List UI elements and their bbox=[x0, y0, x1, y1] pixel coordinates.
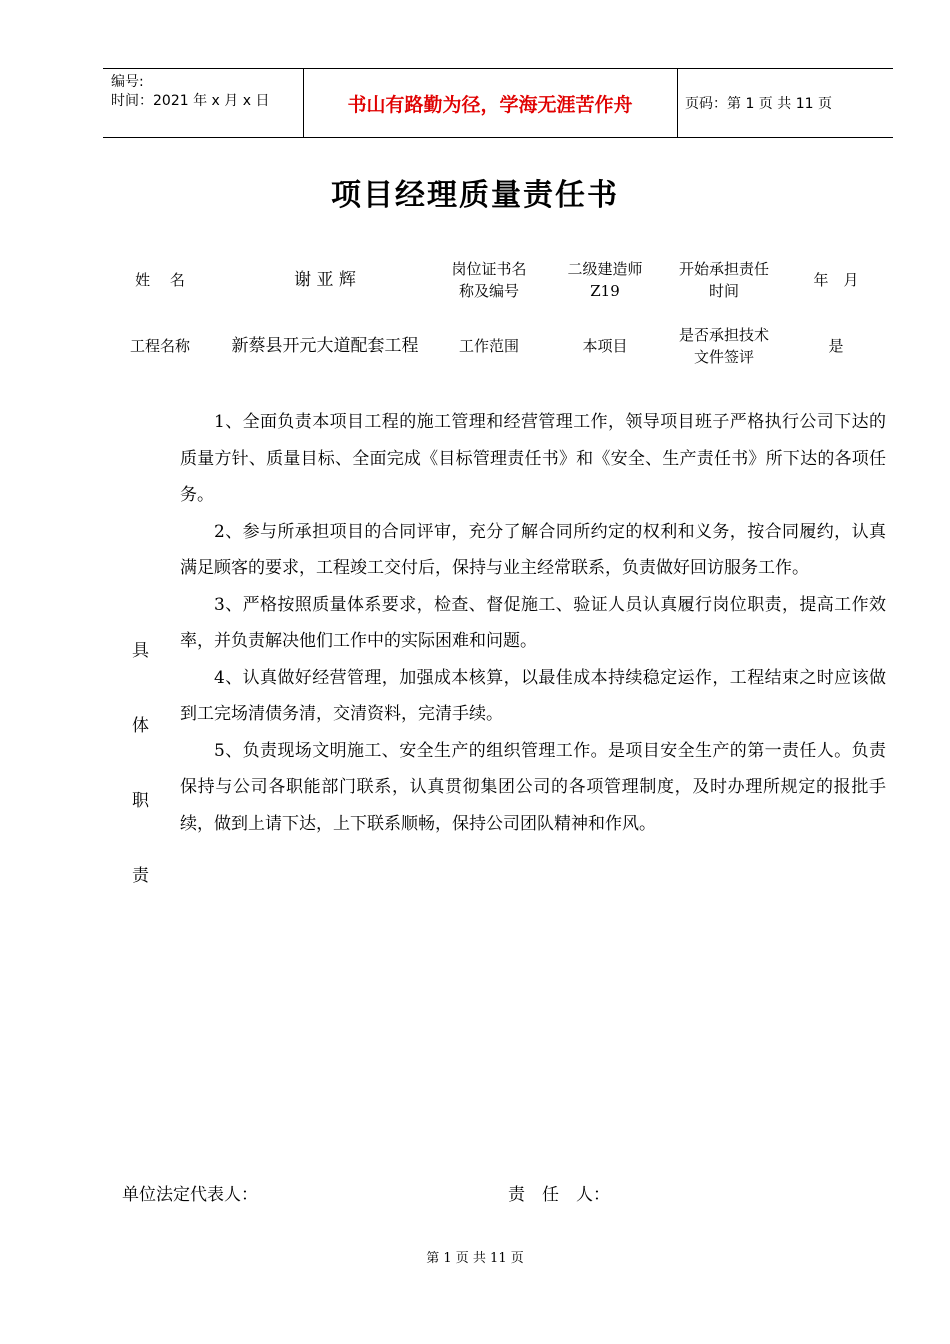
side-label-char: 体 bbox=[132, 716, 149, 736]
duties-body bbox=[180, 404, 886, 842]
name-value: 谢 亚 辉 bbox=[294, 270, 356, 290]
side-label-char: 责 bbox=[132, 866, 149, 886]
project-value: 新蔡县开元大道配套工程 bbox=[231, 336, 419, 356]
header-slogan: 书山有路勤为径，学海无涯苦作舟 bbox=[347, 93, 633, 116]
review-label: 是否承担技术文件签评 bbox=[678, 326, 769, 366]
header-divider bbox=[677, 69, 678, 137]
duty-paragraph: 2、参与所承担项目的合同评审，充分了解合同所约定的权利和义务，按合同履约，认真满足顾客的要求，工程竣工交付后，保持与业主经常联系，负责做好回访服务工作。 bbox=[180, 521, 886, 578]
scope-value: 本项目 bbox=[582, 337, 628, 355]
cert-value: 二级建造师Z19 bbox=[567, 260, 643, 300]
scope-label: 工作范围 bbox=[458, 337, 519, 355]
duty-paragraph: 5、负责现场文明施工、安全生产的组织管理工作。是项目安全生产的第一责任人。负责保持与公司各职能部门联系，认真贯彻集团公司的各项管理制度，及时办理所规定的报批手续，做到上请下达，上下联系顺畅，保持公司团队精神和作风。 bbox=[180, 740, 886, 834]
review-value: 是 bbox=[828, 337, 844, 355]
page-title: 项目经理质量责任书 bbox=[331, 178, 619, 213]
legal-rep-signature: 单位法定代表人： bbox=[122, 1185, 258, 1205]
start-label: 开始承担责任时间 bbox=[678, 260, 769, 300]
project-label: 工程名称 bbox=[129, 337, 190, 355]
time-label: 时间：2021 年 x 月 x 日 bbox=[111, 93, 270, 109]
header-meta bbox=[111, 73, 301, 111]
side-label-char: 具 bbox=[132, 641, 149, 661]
page-header bbox=[103, 68, 893, 138]
duty-paragraph: 3、严格按照质量体系要求，检查、督促施工、验证人员认真履行岗位职责，提高工作效率，并负责解决他们工作中的实际困难和问题。 bbox=[180, 594, 886, 651]
responsible-signature: 责 任 人： bbox=[508, 1185, 610, 1205]
duty-paragraph: 1、全面负责本项目工程的施工管理和经营管理工作，领导项目班子严格执行公司下达的质量方针、质量目标、全面完成《目标管理责任书》和《安全、生产责任书》所下达的各项任务。 bbox=[180, 412, 886, 505]
header-page-info: 页码：第 1 页 共 11 页 bbox=[685, 96, 832, 112]
number-label: 编号: bbox=[111, 74, 144, 90]
page-footer: 第 1 页 共 11 页 bbox=[426, 1251, 524, 1266]
start-value: 年 月 bbox=[813, 271, 859, 289]
cert-label: 岗位证书名称及编号 bbox=[451, 260, 527, 300]
side-label-char: 职 bbox=[132, 791, 149, 811]
duty-paragraph: 4、认真做好经营管理，加强成本核算，以最佳成本持续稳定运作，工程结束之时应该做到工完场清债务清，交清资料，完清手续。 bbox=[180, 667, 886, 724]
name-label: 姓 名 bbox=[135, 271, 185, 289]
